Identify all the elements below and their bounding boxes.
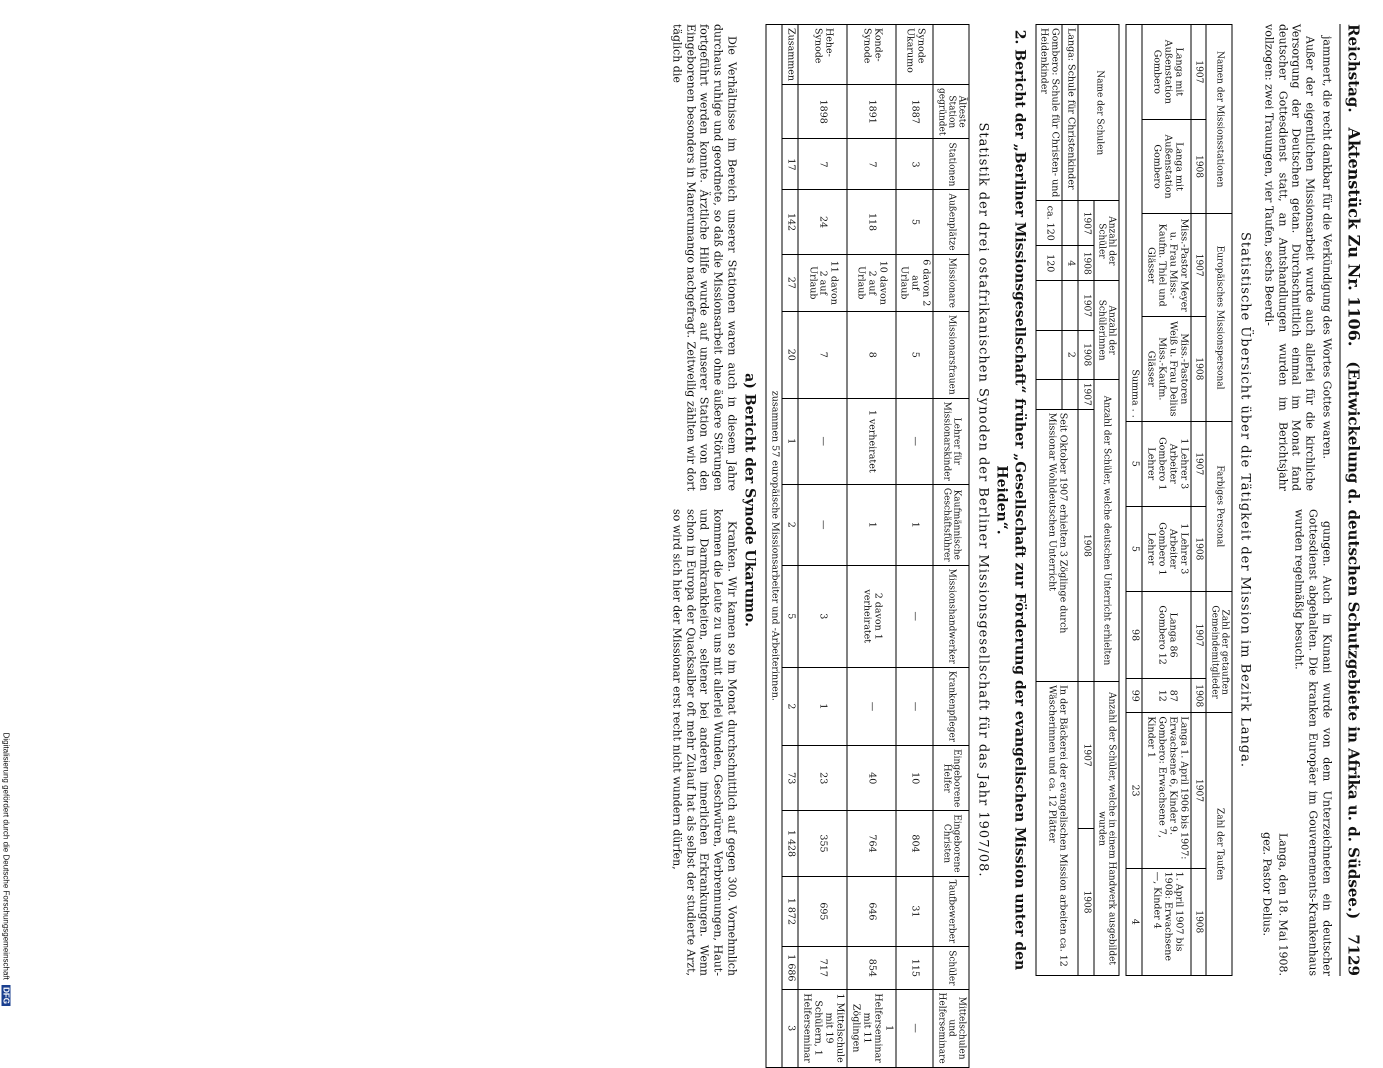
table-cell: — bbox=[895, 989, 933, 1067]
stat1-head-taufen: Zahl der Taufen bbox=[1206, 713, 1232, 976]
table-cell: — bbox=[798, 398, 847, 484]
dfg-logo: DFG bbox=[1, 987, 10, 1004]
table-cell: 1 bbox=[798, 667, 847, 745]
digitization-credit bbox=[0, 733, 10, 1006]
stat3-row-konde bbox=[846, 25, 895, 1068]
stat2-row-langa bbox=[1062, 25, 1078, 976]
stat3-row-total bbox=[782, 25, 798, 1068]
year-cell: 1908 bbox=[1190, 679, 1205, 713]
table-cell: 1 Helferseminar mit 11 Zöglingen bbox=[846, 989, 895, 1067]
table-cell: Langa: Schule für Christenkinder bbox=[1062, 25, 1078, 201]
page-header bbox=[1339, 24, 1363, 976]
stat1-data-row bbox=[1142, 25, 1191, 976]
stat3-head: Außenplätze bbox=[933, 190, 969, 254]
table-cell: Zusammen bbox=[782, 25, 798, 85]
report-heading: a) Bericht der Synode Ukarumo. bbox=[741, 373, 758, 627]
report-columns bbox=[666, 24, 738, 976]
year-cell: 1907 bbox=[1190, 591, 1205, 678]
table-cell: Miss.-Pastor Meyer u. Frau Miss.-Kaufm. Thiel und Glässer bbox=[1142, 214, 1191, 317]
stat3-head: Mittelschulen und Helferseminare bbox=[933, 989, 969, 1067]
page-number: 7129 bbox=[1344, 934, 1362, 976]
intro-left-para1: jammert, die recht dankbar für die Verkündigung des Wortes Gottes waren. bbox=[1320, 36, 1333, 459]
stat1-table bbox=[1125, 24, 1232, 976]
table-cell bbox=[1062, 201, 1078, 246]
stat3-head: Kaufmännische Geschäftsführer bbox=[933, 484, 969, 565]
table-cell: 1891 bbox=[846, 85, 895, 139]
table-cell: 5 bbox=[895, 190, 933, 254]
table-cell: 142 bbox=[782, 190, 798, 254]
stat3-head: Stationen bbox=[933, 139, 969, 190]
table-cell: 6 davon 2 auf Urlaub bbox=[895, 254, 933, 311]
year-cell: 1908 bbox=[1078, 409, 1093, 681]
table-cell: 10 bbox=[895, 746, 933, 811]
table-cell: 1 686 bbox=[782, 947, 798, 989]
intro-left-para2: Außer der eigentlichen Missionsarbeit wurde auch allerlei für die kirchliche Versorgung der Deutschen getan. Durchschnittlich einmal im Monat fand deutscher Gottesdienst statt, an Amtshandlungen wurden im Berichtsjahr vollzogen: zwei Trauungen, vier Taufen, sechs Beerdi- bbox=[1262, 24, 1317, 491]
year-cell: 1907 bbox=[1190, 713, 1205, 868]
year-cell: 1908 bbox=[1078, 246, 1093, 281]
stat1-sum-row bbox=[1126, 25, 1142, 976]
intro-right-para1: gungen. Auch in Kunani wurde von dem Unterzeichneten ein deutscher Gottesdienst abgehalten. Die kranken Europäer im Gouvernements-Krankenhaus wurden regelmäßig besucht. bbox=[1292, 509, 1333, 976]
place-date: Langa, den 18. Mai 1908. bbox=[1275, 833, 1289, 976]
stat2-head-schuelerinnen: Anzahl der Schülerinnen bbox=[1093, 281, 1119, 379]
stat2-header-row bbox=[1093, 25, 1119, 976]
table-cell: 11 davon 2 auf Urlaub bbox=[798, 254, 847, 311]
table-cell: Hehe-Synode bbox=[798, 25, 847, 85]
table-cell: 3 bbox=[895, 139, 933, 190]
table-cell: 1. April 1907 bis 1908: Erwachsene —, Kinder 4 bbox=[1142, 868, 1191, 975]
table-cell: 2 davon 1 verheiratet bbox=[846, 565, 895, 667]
stat1-head-euro: Europäisches Missionspersonal bbox=[1206, 214, 1232, 421]
table-cell bbox=[1035, 330, 1062, 379]
table-cell: 40 bbox=[846, 746, 895, 811]
table-cell: 2 bbox=[1062, 330, 1078, 379]
table-cell: 1 verheiratet bbox=[846, 398, 895, 484]
table-cell: 118 bbox=[846, 190, 895, 254]
section2-title: 2. Bericht der „Berliner Missionsgesellschaft“ früher „Gesellschaft zur Förderung der evangelischen Mission unter den Heiden“. bbox=[993, 29, 1027, 971]
header-right: (Entwickelung d. deutschen Schutzgebiete in Afrika u. d. Südsee.) bbox=[1344, 361, 1362, 920]
stat3-note: zusammen 57 europäische Missionsarbeiter und -Arbeiterinnen. bbox=[766, 25, 782, 1068]
intro-left-column bbox=[1258, 24, 1333, 491]
stat3-head: Eingeborene Helfer bbox=[933, 746, 969, 811]
table-cell: 7 bbox=[798, 139, 847, 190]
table-cell: 7 bbox=[798, 312, 847, 399]
year-cell: 1908 bbox=[1078, 330, 1093, 379]
table-cell: 646 bbox=[846, 876, 895, 947]
year-cell: 1908 bbox=[1190, 506, 1205, 591]
header-middle: Aktenstück Zu Nr. 1106. bbox=[1344, 127, 1363, 347]
table-cell: 804 bbox=[895, 811, 933, 876]
stat2-head-schule: Name der Schulen bbox=[1078, 25, 1119, 201]
table-cell: In der Bäckerei der evangelischen Mission arbeiten ca. 12 Wäscherinnen und ca. 12 Plätter bbox=[1035, 682, 1078, 976]
table-cell: 4 bbox=[1126, 868, 1142, 975]
table-cell: — bbox=[895, 398, 933, 484]
table-cell: Langa 86 Gombero 12 bbox=[1142, 591, 1191, 678]
stat3-head bbox=[933, 25, 969, 85]
stat3-head: Missionshandwerker bbox=[933, 565, 969, 667]
stat3-row-hehe bbox=[798, 25, 847, 1068]
table-cell: 1 bbox=[895, 484, 933, 565]
stat1-head-farbig: Farbiges Personal bbox=[1206, 421, 1232, 591]
stat3-note-row bbox=[766, 25, 782, 1068]
stat3-header-row bbox=[933, 25, 969, 1068]
report-right-column bbox=[666, 509, 738, 976]
table-cell: 99 bbox=[1126, 679, 1142, 713]
table-cell: 695 bbox=[798, 876, 847, 947]
table-cell: 23 bbox=[1126, 713, 1142, 868]
intro-columns bbox=[1258, 24, 1333, 976]
table-cell: 1 872 bbox=[782, 876, 798, 947]
stat3-head: Eingeborene Christen bbox=[933, 811, 969, 876]
table-cell: 27 bbox=[782, 254, 798, 311]
table-cell: 1 bbox=[782, 398, 798, 484]
table-cell: 2 bbox=[782, 484, 798, 565]
stat3-head: Schüler bbox=[933, 947, 969, 989]
year-cell: 1907 bbox=[1078, 682, 1093, 829]
stat2-head-schueler: Anzahl der Schüler bbox=[1093, 201, 1119, 281]
stat1-head-names: Namen der Missionsstationen bbox=[1206, 25, 1232, 214]
report-left-column bbox=[666, 24, 738, 491]
table-cell: 355 bbox=[798, 811, 847, 876]
table-cell: Synode Ukarumo bbox=[895, 25, 933, 85]
table-cell: Langa mit Außenstation Gombero bbox=[1142, 119, 1191, 214]
table-cell: 120 bbox=[1035, 246, 1062, 281]
table-cell bbox=[1062, 379, 1078, 409]
year-cell: 1908 bbox=[1078, 829, 1093, 976]
table-cell: 764 bbox=[846, 811, 895, 876]
stat2-table bbox=[1035, 24, 1120, 976]
table-cell: 98 bbox=[1126, 591, 1142, 678]
table-cell bbox=[782, 85, 798, 139]
year-cell: 1907 bbox=[1190, 421, 1205, 506]
table-cell: 1 bbox=[846, 484, 895, 565]
table-cell: 23 bbox=[798, 746, 847, 811]
signature: gez. Pastor Delius. bbox=[1260, 832, 1273, 936]
stat3-head: Krankenpfleger bbox=[933, 667, 969, 745]
table-cell bbox=[1062, 281, 1078, 330]
sum-label: Summa . . bbox=[1126, 25, 1142, 422]
table-cell: — bbox=[895, 667, 933, 745]
year-cell: 1907 bbox=[1078, 201, 1093, 246]
stat1-title: Statistische Übersicht über die Tätigkeit der Mission im Bezirk Langa. bbox=[1237, 231, 1253, 769]
table-cell: Langa mit Außenstation Gombero bbox=[1142, 25, 1191, 120]
table-cell: ca. 120 bbox=[1035, 201, 1062, 246]
report-left-text: Die Verhältnisse im Bereich unserer Stationen waren auch in diesem Jahre durchaus ruhige und geordnete, so daß die Missionsarbeit ohne äußere Störungen fortgeführt werden konnte. Ärztliche Hilfe wurde auf unserer Station von den Eingeborenen besonders in Manerumango nachgefragt. Zeitweilig zählten wir dort täglich die bbox=[669, 24, 738, 491]
table-cell: 854 bbox=[846, 947, 895, 989]
table-cell: — bbox=[846, 667, 895, 745]
stat3-head: Taufbewerber bbox=[933, 876, 969, 947]
table-cell: 5 bbox=[782, 565, 798, 667]
stat3-head: Älteste Station gegründet bbox=[933, 85, 969, 139]
intro-right-column bbox=[1258, 509, 1333, 976]
table-cell: 717 bbox=[798, 947, 847, 989]
year-cell: 1908 bbox=[1190, 868, 1205, 975]
stat2-head-deutsch: Anzahl der Schüler, welche deutschen Unterricht erhielten bbox=[1093, 379, 1119, 681]
year-cell: 1907 bbox=[1190, 25, 1205, 120]
table-cell: 5 bbox=[895, 312, 933, 399]
table-cell: 8 bbox=[846, 312, 895, 399]
table-cell: 2 bbox=[782, 667, 798, 745]
table-cell: 1887 bbox=[895, 85, 933, 139]
table-cell: 3 bbox=[798, 565, 847, 667]
table-cell: 1 Lehrer 3 Arbeiter Gombero 1 Lehrer bbox=[1142, 421, 1191, 506]
table-cell: 10 davon 2 auf Urlaub bbox=[846, 254, 895, 311]
table-cell: 4 bbox=[1062, 246, 1078, 281]
table-cell: Seit Oktober 1907 erhielten 3 Zöglinge durch Missionar Wohldeutschen Unterricht bbox=[1035, 409, 1078, 681]
section2-subtitle: Statistik der drei ostafrikanischen Synoden der Berliner Missionsgesellschaft für das Jahr 1907/08. bbox=[974, 122, 990, 878]
table-cell bbox=[1035, 379, 1062, 409]
year-cell: 1907 bbox=[1078, 281, 1093, 330]
table-cell: 7 bbox=[846, 139, 895, 190]
table-cell: 1 428 bbox=[782, 811, 798, 876]
table-cell: 87 12 bbox=[1142, 679, 1191, 713]
table-cell: 3 bbox=[782, 989, 798, 1067]
stat1-header-row bbox=[1206, 25, 1232, 976]
stat1-head-gemeinde: Zahl der getauften Gemeindemitglieder bbox=[1206, 591, 1232, 712]
stat3-head: Missionare bbox=[933, 254, 969, 311]
table-cell: 5 bbox=[1126, 421, 1142, 506]
table-cell: 1898 bbox=[798, 85, 847, 139]
dfg-credit-text: Digitalisierung gefördert durch die Deutsche Forschungsgemeinschaft bbox=[1, 732, 10, 980]
stat1-year-row bbox=[1190, 25, 1205, 976]
table-cell: — bbox=[895, 565, 933, 667]
table-cell: Konde-Synode bbox=[846, 25, 895, 85]
header-left: Reichstag. bbox=[1344, 24, 1362, 113]
table-cell: Langa 1. April 1906 bis 1907: Erwachsene 6, Kinder 9. Gombero: Erwachsene 7, Kinder 1 bbox=[1142, 713, 1191, 868]
table-cell: 1 Mittelschule mit 19 Schülern, 1 Helferseminar bbox=[798, 989, 847, 1067]
table-cell: 73 bbox=[782, 746, 798, 811]
table-cell: 115 bbox=[895, 947, 933, 989]
year-cell: 1908 bbox=[1190, 119, 1205, 214]
table-cell: 31 bbox=[895, 876, 933, 947]
table-cell: 5 bbox=[1126, 506, 1142, 591]
table-cell bbox=[1035, 281, 1062, 330]
stat3-head: Missionarsfrauen bbox=[933, 312, 969, 399]
table-cell: 24 bbox=[798, 190, 847, 254]
year-cell: 1907 bbox=[1078, 379, 1093, 409]
stat3-head: Lehrer für Missionarskinder bbox=[933, 398, 969, 484]
table-cell: — bbox=[798, 484, 847, 565]
report-right-text: Kranken. Wir kamen so im Monat durchschnittlich auf gegen 300. Vornehmlich kommen die Leute zu uns mit allerlei Wunden, Geschwüren, Verbrennungen, Haut- und Darmkrankheiten, seltener bei anderen innerlichen Erkrankungen. Wenn schon in Europa der Quacksalber oft mehr Zulauf hat als selbst der studierte Arzt, so wird sich hier der Missionar erst recht nicht wundern dürfen, bbox=[669, 509, 738, 976]
year-cell: 1907 bbox=[1190, 214, 1205, 317]
table-cell: 20 bbox=[782, 312, 798, 399]
table-cell: 17 bbox=[782, 139, 798, 190]
table-cell: Miss.-Pastoren Weiß u. Frau Delius Miss.-Kaufm. Glässer bbox=[1142, 316, 1191, 421]
stat2-head-handwerk: Anzahl der Schüler, welche in einem Handwerk ausgebildet wurden bbox=[1093, 682, 1119, 976]
stat3-row-ukarumo bbox=[895, 25, 933, 1068]
table-cell: Gombero: Schule für Christen- und Heidenkinder bbox=[1035, 25, 1062, 201]
table-cell: 1 Lehrer 3 Arbeiter Gombero 1 Lehrer bbox=[1142, 506, 1191, 591]
year-cell: 1908 bbox=[1190, 316, 1205, 421]
stat3-table bbox=[765, 24, 969, 1068]
